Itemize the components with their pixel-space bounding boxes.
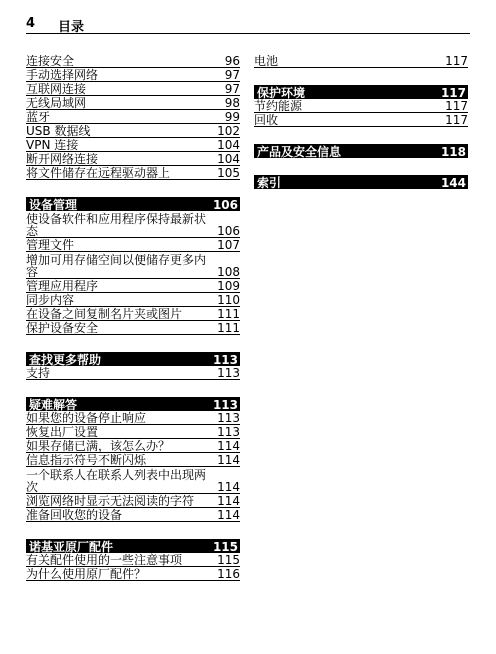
toc-entry-page: 113	[217, 411, 240, 425]
toc-entry-title: 连接安全	[26, 54, 75, 68]
toc-section-heading[interactable]	[26, 352, 240, 366]
toc-entry-title: 准备回收您的设备	[26, 508, 123, 522]
toc-entry[interactable]	[26, 321, 240, 335]
toc-entry[interactable]	[26, 411, 240, 425]
toc-entry-page: 117	[445, 99, 468, 113]
toc-entry-page: 108	[217, 265, 240, 279]
toc-entry-page: 106	[217, 224, 240, 238]
page-title: 目录	[58, 20, 85, 35]
toc-entry-title: 将文件储存在远程驱动器上	[26, 166, 171, 180]
toc-entry[interactable]	[26, 54, 240, 68]
section-page: 144	[440, 175, 466, 190]
toc-entry-page: 117	[445, 54, 468, 68]
section-page: 115	[212, 539, 238, 554]
toc-entry-page: 113	[217, 366, 240, 380]
toc-entry-title: 增加可用存储空间以便储存更多内容	[26, 253, 207, 279]
toc-entry-title: 管理文件	[26, 238, 75, 252]
toc-section-heading[interactable]	[26, 539, 240, 553]
toc-entry-page: 98	[224, 96, 240, 110]
toc-entry-title: 恢复出厂设置	[26, 425, 99, 439]
toc-entry-page: 114	[217, 453, 240, 467]
toc-entry-title: 回收	[254, 113, 279, 127]
toc-entry[interactable]	[254, 54, 468, 68]
toc-section-heading[interactable]	[26, 397, 240, 411]
toc-entry[interactable]	[26, 238, 240, 252]
toc-entry-page: 104	[217, 138, 240, 152]
toc-left-column	[26, 54, 240, 581]
section-title: 查找更多帮助	[29, 352, 102, 367]
toc-entry[interactable]	[26, 366, 240, 380]
toc-entry[interactable]	[26, 152, 240, 166]
toc-entry[interactable]	[26, 68, 240, 82]
toc-section-heading[interactable]	[254, 175, 468, 189]
toc-entry-title: 管理应用程序	[26, 279, 99, 293]
toc-section-heading[interactable]	[26, 197, 240, 211]
toc-entry-page: 111	[217, 321, 240, 335]
toc-entry-page: 114	[217, 494, 240, 508]
toc-entry[interactable]	[26, 494, 240, 508]
toc-entry-page: 114	[217, 508, 240, 522]
toc-entry[interactable]	[26, 453, 240, 467]
toc-entry[interactable]	[26, 110, 240, 124]
toc-entry-page: 111	[217, 307, 240, 321]
toc-entry[interactable]	[26, 307, 240, 321]
toc-entry-title: 浏览网络时显示无法阅读的字符	[26, 494, 195, 508]
section-title: 索引	[257, 175, 282, 190]
toc-entry-title: 电池	[254, 54, 279, 68]
toc-entry-page: 107	[217, 238, 240, 252]
toc-right-column	[254, 54, 468, 189]
toc-entry[interactable]	[26, 439, 240, 453]
toc-entry[interactable]	[254, 99, 468, 113]
toc-entry-page: 99	[224, 110, 240, 124]
section-page: 106	[212, 197, 238, 212]
toc-entry-title: 使设备软件和应用程序保持最新状态	[26, 212, 207, 238]
section-page: 118	[440, 144, 466, 159]
toc-entry-title: 如果您的设备停止响应	[26, 411, 147, 425]
toc-entry-page: 105	[217, 166, 240, 180]
toc-section-heading[interactable]	[254, 85, 468, 99]
toc-entry[interactable]	[26, 279, 240, 293]
toc-entry-title: 保护设备安全	[26, 321, 99, 335]
toc-entry-title: USB 数据线	[26, 124, 91, 138]
toc-entry-page: 104	[217, 152, 240, 166]
toc-entry-page: 96	[224, 54, 240, 68]
toc-entry-title: 互联网连接	[26, 82, 87, 96]
toc-entry-title: 支持	[26, 366, 51, 380]
toc-entry-page: 114	[217, 480, 240, 494]
toc-entry-title: 有关配件使用的一些注意事项	[26, 553, 183, 567]
toc-entry[interactable]	[26, 211, 240, 238]
toc-entry[interactable]	[26, 124, 240, 138]
toc-entry-page: 109	[217, 279, 240, 293]
section-title: 疑难解答	[29, 397, 78, 412]
toc-entry-title: 同步内容	[26, 293, 75, 307]
section-title: 诺基亚原厂配件	[29, 539, 114, 554]
toc-entry-title: 信息指示符号不断闪烁	[26, 453, 147, 467]
toc-entry-page: 102	[217, 124, 240, 138]
section-title: 产品及安全信息	[257, 144, 342, 159]
toc-entry[interactable]	[254, 113, 468, 127]
toc-entry[interactable]	[26, 252, 240, 279]
page-header	[26, 14, 470, 34]
toc-entry[interactable]	[26, 553, 240, 567]
toc-entry-title: 手动选择网络	[26, 68, 99, 82]
toc-entry-title: 蓝牙	[26, 110, 51, 124]
toc-entry[interactable]	[26, 82, 240, 96]
toc-entry[interactable]	[26, 166, 240, 180]
section-page: 117	[440, 85, 466, 100]
toc-entry-title: 为什么使用原厂配件？	[26, 567, 147, 581]
toc-entry[interactable]	[26, 567, 240, 581]
section-title: 设备管理	[29, 197, 78, 212]
toc-entry[interactable]	[26, 425, 240, 439]
toc-entry-page: 117	[445, 113, 468, 127]
toc-entry-title: 如果存储已满，该怎么办？	[26, 439, 171, 453]
toc-entry-page: 97	[224, 82, 240, 96]
toc-entry-page: 115	[217, 553, 240, 567]
toc-entry-title: 断开网络连接	[26, 152, 99, 166]
toc-entry-page: 116	[217, 567, 240, 581]
toc-entry-page: 110	[217, 293, 240, 307]
toc-entry[interactable]	[26, 508, 240, 522]
toc-entry[interactable]	[26, 467, 240, 494]
section-page: 113	[212, 397, 238, 412]
section-page: 113	[212, 352, 238, 367]
toc-entry-title: VPN 连接	[26, 138, 79, 152]
toc-entry-title: 节约能源	[254, 99, 303, 113]
toc-entry-title: 无线局域网	[26, 96, 87, 110]
toc-section-heading[interactable]	[254, 144, 468, 158]
toc-entry[interactable]	[26, 96, 240, 110]
toc-entry[interactable]	[26, 138, 240, 152]
toc-entry-page: 113	[217, 425, 240, 439]
toc-entry-page: 97	[224, 68, 240, 82]
toc-entry-title: 在设备之间复制名片夹或图片	[26, 307, 183, 321]
toc-entry-title: 一个联系人在联系人列表中出现两次	[26, 468, 207, 494]
toc-entry-page: 114	[217, 439, 240, 453]
section-title: 保护环境	[257, 85, 306, 100]
toc-entry[interactable]	[26, 293, 240, 307]
page-number: 4	[26, 16, 36, 31]
